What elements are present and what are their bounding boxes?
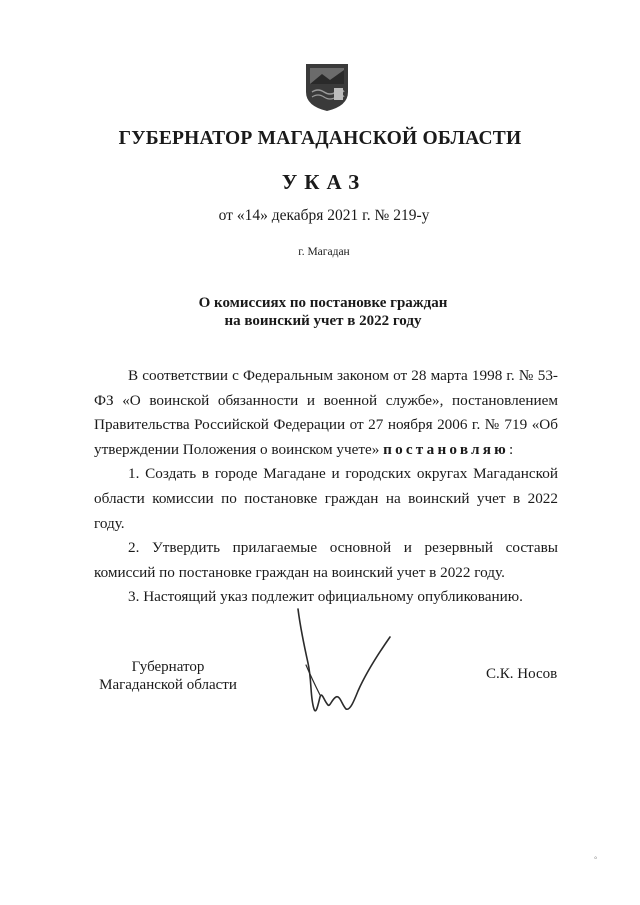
- decree-body: [94, 364, 558, 610]
- subject-line-1: О комиссиях по постановке граждан: [198, 295, 448, 311]
- list-item: 3. Настоящий указ подлежит официальному опубликованию.: [128, 588, 523, 606]
- document-type: УКАЗ: [281, 170, 367, 194]
- position-line-2: Магаданской области: [99, 677, 237, 693]
- coat-of-arms-icon: [304, 62, 350, 112]
- subject-line-2: на воинский учет в 2022 году: [224, 313, 422, 329]
- decree-colon: :: [508, 440, 514, 458]
- decree-city: г. Магадан: [298, 246, 350, 258]
- authority-title: ГУБЕРНАТОР МАГАДАНСКОЙ ОБЛАСТИ: [118, 128, 522, 149]
- decree-subject: [0, 294, 640, 330]
- decree-date-number: от «14» декабря 2021 г. № 219-у: [218, 207, 430, 224]
- decree-keyword: постановляю: [383, 440, 509, 458]
- page-mark: °: [594, 855, 598, 864]
- signatory-position: [98, 658, 238, 694]
- position-line-1: Губернатор: [131, 659, 205, 675]
- list-item: 2. Утвердить прилагаемые основной и резервный составы комиссий по постановке граждан на воинский учет в 2022 году.: [94, 539, 558, 581]
- list-item: 1. Создать в городе Магадане и городских округах Магаданской области комиссии по постановке граждан на воинский учет в 2022 году.: [94, 465, 558, 532]
- signatory-name: С.К. Носов: [486, 666, 558, 682]
- handwritten-signature-icon: [286, 605, 406, 725]
- preamble-paragraph: [94, 364, 558, 462]
- preamble-text: В соответствии с Федеральным законом от 28 марта 1998 г. № 53-ФЗ «О воинской обязанности и военной службе», постановлением Правительства Российской Федерации от 27 ноября 2006 г. № 719 «Об утверждении Положения о воинском учете»: [94, 367, 558, 458]
